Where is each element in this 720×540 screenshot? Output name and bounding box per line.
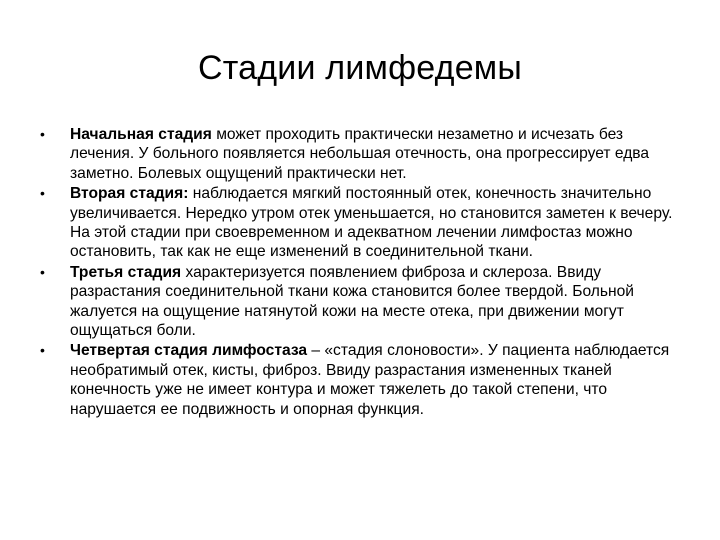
bullet-lead: Вторая стадия: <box>70 185 189 203</box>
bullet-text: – «стадия слоновости». У пациента наблюдается необратимый отек, кисты, фиброз. Ввиду разрастания измененных тканей конечность уже не имеет контура и может тяжелеть до такой степени, что нарушается ее подвижность и опорная функция. <box>70 342 670 418</box>
bullet-icon: • <box>40 126 45 142</box>
bullet-text: может проходить практически незаметно и исчезать без лечения. У больного появляется небольшая отечность, она прогрессирует едва заметно. Болевых ощущений практически нет. <box>70 126 650 182</box>
bullet-icon: • <box>40 342 45 359</box>
bullet-text: наблюдается мягкий постоянный отек, конечность значительно увеличивается. Нередко утром отек уменьшается, но становится заметен к вечеру. На этой стадии при своевременном и адекватном лечении лимфостаз можно остановить, так как не еще изменений в соединительной ткани. <box>70 185 673 261</box>
bullet-lead: Начальная стадия <box>70 126 212 143</box>
bullet-icon: • <box>40 185 45 202</box>
slide-title: Стадии лимфедемы <box>197 49 523 87</box>
bullet-item-second-stage <box>40 184 690 262</box>
bullet-item-initial-stage <box>40 125 690 183</box>
bullet-text: характеризуется появлением фиброза и склероза. Ввиду разрастания соединительной ткани кожа становится более твердой. Больной жалуется на ощущение натянутой кожи на месте отека, при движении могут ощущаться боли. <box>70 263 635 340</box>
bullet-lead: Четвертая стадия лимфостаза <box>70 342 308 360</box>
bullet-item-third-stage <box>40 263 690 341</box>
bullet-icon: • <box>40 263 45 280</box>
bullet-lead: Третья стадия <box>70 263 182 281</box>
bullet-item-fourth-stage <box>40 341 690 419</box>
bullet-list <box>40 125 690 420</box>
